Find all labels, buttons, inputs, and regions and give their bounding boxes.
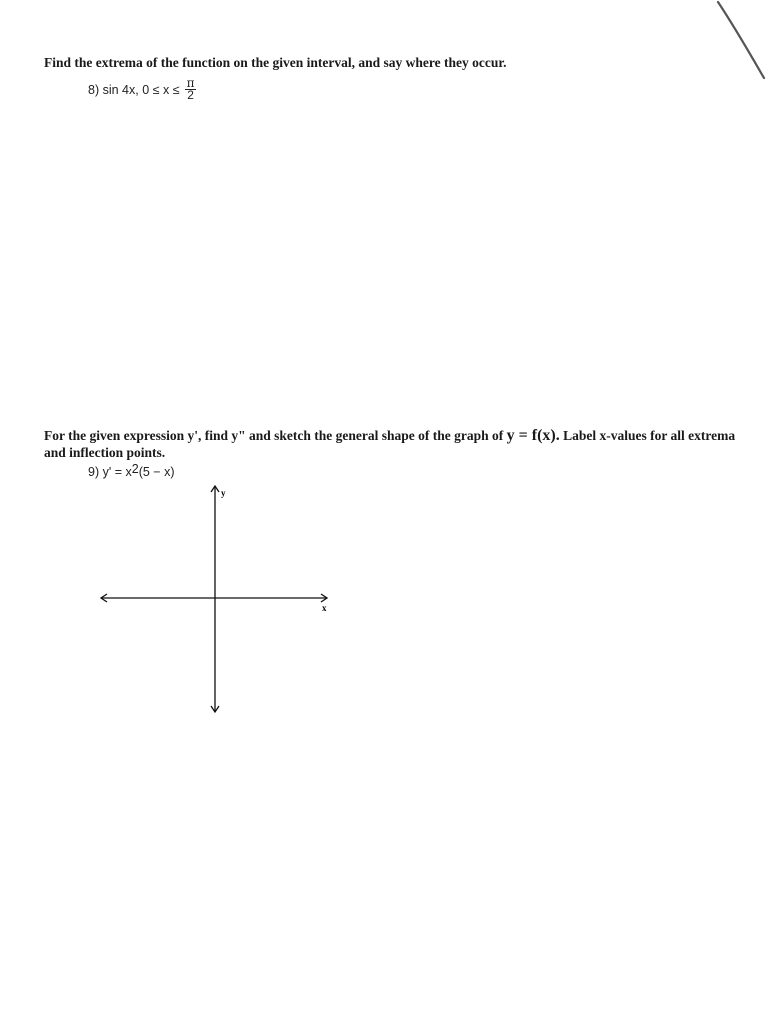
problem-9 [88,462,175,479]
problem-8-number: 8) [88,82,100,97]
problem-9-exponent: 2 [131,462,139,476]
instruction-sketch-part-a: For the given expression y', find y" and sketch the general shape of the graph of [44,428,507,443]
y-axis-label: y [221,488,226,498]
pi-over-two-fraction [185,78,196,101]
fraction-denominator: 2 [187,88,194,102]
blank-coordinate-axes [95,482,335,718]
problem-9-expression-b: (5 − x) [138,465,175,479]
problem-9-expression-a: y' = x [102,465,132,479]
problem-8-expression: sin 4x, 0 ≤ x ≤ [102,82,180,97]
instruction-extrema: Find the extrema of the function on the given interval, and say where they occur. [44,55,507,70]
fraction-numerator: π [186,76,195,90]
instruction-sketch-part-c: Label x-values for all extrema and inflection points. [44,428,736,460]
problem-8 [88,76,196,102]
x-axis-label: x [322,603,327,613]
corner-pen-mark [700,0,767,90]
instruction-sketch-function: y = f(x). [506,427,560,444]
problem-9-number: 9) [88,465,100,479]
instruction-sketch [44,427,744,461]
